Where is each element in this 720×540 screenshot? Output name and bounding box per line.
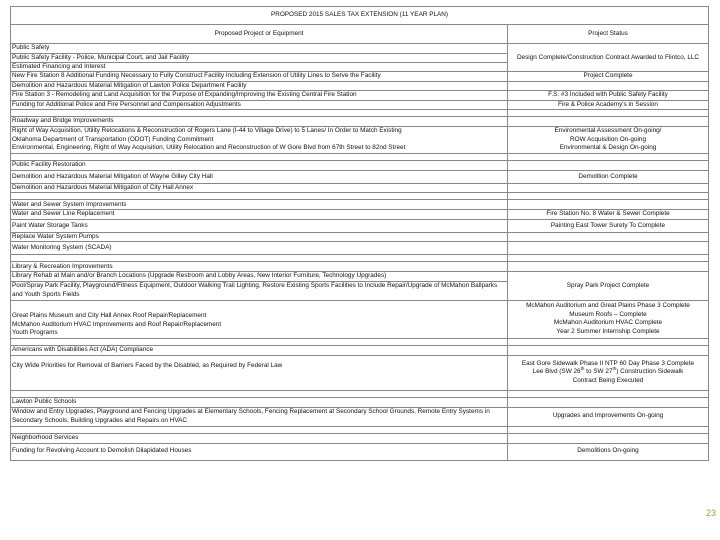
project-status: Upgrades and Improvements On-going	[508, 407, 709, 426]
section-heading: Public Facility Restoration	[11, 161, 508, 171]
section-row	[11, 262, 709, 272]
page-number: 23	[705, 508, 716, 518]
project-item: Right of Way Acquisition, Utility Relocations & Reconstruction of Rogers Lane (I-44 to Village Drive) to 5 Lanes/ In Order to Match Existing	[12, 127, 402, 135]
table-row	[11, 232, 709, 241]
ada-status-cell	[508, 355, 709, 390]
table-row	[11, 210, 709, 219]
section-heading: Library & Recreation Improvements	[11, 262, 508, 272]
status-column-header: Project Status	[508, 25, 709, 44]
project-status: ROW Acquisition On-going	[569, 135, 646, 143]
project-status: McMahon Auditorium HVAC Complete	[553, 319, 663, 327]
table-row	[11, 443, 709, 460]
project-status: East Gore Sidewalk Phase II NTP 60 Day Phase 3 Complete	[521, 360, 695, 368]
project-status: Spray Park Project Complete	[508, 272, 709, 300]
roadway-status-cell	[508, 127, 709, 154]
project-status: F.S. #3 Included with Public Safety Facility	[508, 91, 709, 100]
project-status: Fire Station No. 8 Water & Sewer Complete	[508, 210, 709, 219]
section-row	[11, 345, 709, 355]
project-status: Fire & Police Academy's in Session	[508, 100, 709, 109]
table-row	[11, 355, 709, 390]
project-status: Museum Roofs – Complete	[569, 310, 647, 318]
library-status-cell	[508, 300, 709, 338]
table-row	[11, 242, 709, 255]
project-status: McMahon Auditorium and Great Plains Phase 3 Complete	[526, 302, 690, 310]
section-heading: Water and Sewer System Improvements	[11, 200, 508, 210]
project-status: Demolition Complete	[508, 171, 709, 184]
project-item: Replace Water System Pumps	[11, 232, 508, 241]
project-item: Youth Programs	[12, 329, 58, 337]
project-item: Water and Sewer Line Replacement	[11, 210, 508, 219]
table-row	[11, 91, 709, 100]
project-item: Funding for Revolving Account to Demolish Dilapidated Houses	[11, 443, 508, 460]
section-row	[11, 433, 709, 443]
project-status: Contract Being Executed	[572, 376, 644, 384]
section-row	[11, 397, 709, 407]
project-item: Demolition and Hazardous Material Mitigation of Wayne Gilley City Hall	[11, 171, 508, 184]
section-row	[11, 200, 709, 210]
project-status: Environmental & Design On-going	[559, 144, 657, 152]
project-status: Lee Blvd (SW 26th to SW 27th) Construction Sidewalk	[532, 366, 684, 376]
project-item: Demolition and Hazardous Material Mitigation of Lawton Police Department Facility	[11, 81, 508, 90]
project-item: Demolition and Hazardous Material Mitigation of City Hall Annex	[11, 184, 508, 193]
project-item: McMahon Auditorium HVAC Improvements and Roof Repair/Replacement	[12, 320, 222, 328]
table-row	[11, 407, 709, 426]
roadway-project-cell	[11, 127, 508, 154]
library-project-cell	[11, 300, 508, 338]
table-row	[11, 72, 709, 81]
project-item: Environmental, Engineering, Right of Way Acquisition, Utility Relocation and Reconstruction of W Gore Blvd from 67th Street to 82nd Street	[12, 144, 406, 152]
section-heading: Lawton Public Schools	[11, 397, 508, 407]
project-status: Project Complete	[508, 72, 709, 81]
project-status: Environmental Assessment On-going/	[554, 127, 662, 135]
project-item: Window and Entry Upgrades, Playground and Fencing Upgrades at Elementary Schools, Fencing Replacement at Secondary School Grounds, Remote Entry Systems in Secondary Schools, Building Upgrades and Repairs on HVAC	[11, 407, 508, 426]
section-row	[11, 117, 709, 127]
project-item: Great Plains Museum and City Hall Annex Roof Repair/Replacement	[12, 312, 207, 320]
project-status: Painting East Tower Surety To Complete	[508, 219, 709, 232]
title-row	[11, 7, 709, 25]
project-item: Water Monitoring System (SCADA)	[11, 242, 508, 255]
document-title: PROPOSED 2015 SALES TAX EXTENSION (11 YEAR PLAN)	[11, 7, 709, 25]
table-row	[11, 127, 709, 154]
project-item: Paint Water Storage Tanks	[11, 219, 508, 232]
project-item: Estimated Financing and Interest	[11, 63, 508, 72]
section-heading: Neighborhood Services	[11, 433, 508, 443]
section-heading: Roadway and Bridge Improvements	[11, 117, 508, 127]
project-item: Oklahoma Department of Transportation (ODOT) Funding Commitment	[12, 135, 214, 143]
section-row	[11, 161, 709, 171]
table-row	[11, 171, 709, 184]
project-status: Demolitions On-going	[508, 443, 709, 460]
public-safety-cell	[11, 44, 508, 63]
sales-tax-plan-table	[10, 6, 709, 461]
project-item: Public Safety Facility - Police, Municipal Court, and Jail Facility	[12, 53, 190, 61]
table-row	[11, 219, 709, 232]
project-item: Library Rehab at Main and/or Branch Locations (Upgrade Restroom and Lobby Areas, New Interior Furniture, Technology Upgrades)	[11, 272, 508, 281]
project-item: Pool/Spray Park Facility, Playground/Fitness Equipment, Outdoor Walking Trail Lighting, Restore Existing Sports Facilities to Include Repair/Upgrade of McMahon Ballparks and Youth Sports Fields	[11, 281, 508, 300]
project-status: Design Complete/Construction Contract Awarded to Flintco, LLC	[508, 44, 709, 72]
section-heading: Public Safety	[11, 44, 507, 53]
project-item: Fire Station 3 - Remodeling and Land Acquisition for the Purpose of Expanding/Improving the Existing Central Fire Station	[11, 91, 508, 100]
project-status: Year 2 Summer Internship Complete	[556, 327, 660, 335]
table-row	[11, 272, 709, 281]
table-row	[11, 300, 709, 338]
table-row	[11, 184, 709, 193]
project-item: Funding for Additional Police and Fire Personnel and Compensation Adjustments	[11, 100, 508, 109]
section-heading: Americans with Disabilities Act (ADA) Compliance	[11, 345, 508, 355]
table-row	[11, 100, 709, 109]
section-row	[11, 44, 709, 63]
project-column-header: Proposed Project or Equipment	[11, 25, 508, 44]
column-header-row	[11, 25, 709, 44]
project-item: New Fire Station 8 Additional Funding Necessary to Fully Construct Facility Including Extension of Utility Lines to Serve the Facility	[11, 72, 508, 81]
table-row	[11, 81, 709, 90]
project-item: City Wide Priorities for Removal of Barriers Faced by the Disabled, as Required by Federal Law	[11, 355, 508, 390]
